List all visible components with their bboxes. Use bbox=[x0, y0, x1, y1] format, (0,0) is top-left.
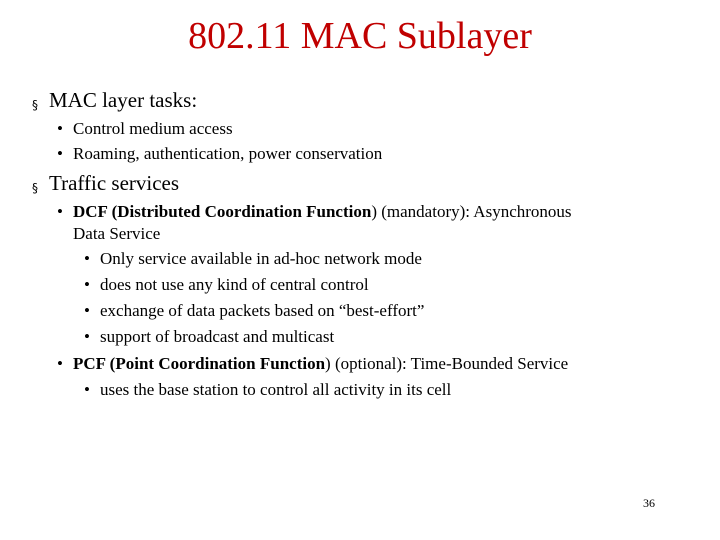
list-item: • Roaming, authentication, power conservation bbox=[57, 144, 383, 163]
square-bullet-icon: § bbox=[32, 98, 38, 112]
slide-title: 802.11 MAC Sublayer bbox=[188, 15, 532, 57]
list-item: • support of broadcast and multicast bbox=[84, 324, 334, 349]
section-traffic-services bbox=[32, 171, 179, 200]
pcf-full: Point Coordination Function bbox=[115, 354, 326, 373]
list-item: • does not use any kind of central control bbox=[84, 272, 369, 297]
bullet-icon: • bbox=[57, 119, 63, 138]
bullet-icon: • bbox=[84, 380, 90, 399]
list-item: • uses the base station to control all activity in its cell bbox=[84, 377, 451, 402]
dcf-item: • DCF (Distributed Coordination Function) (mandatory): Asynchronous bbox=[57, 202, 572, 221]
bullet-icon: • bbox=[57, 144, 63, 163]
pcf-abbr: PCF bbox=[73, 354, 106, 373]
square-bullet-icon: § bbox=[32, 181, 38, 195]
bullet-icon: • bbox=[84, 301, 90, 320]
bullet-icon: • bbox=[84, 275, 90, 294]
page-number: 36 bbox=[643, 496, 655, 510]
bullet-icon: • bbox=[84, 249, 90, 268]
dcf-full: Distributed Coordination Function bbox=[117, 202, 372, 221]
section-heading: MAC layer tasks: bbox=[49, 88, 198, 112]
pcf-item: • PCF (Point Coordination Function) (optional): Time-Bounded Service bbox=[57, 354, 569, 373]
section-mac-tasks bbox=[32, 88, 197, 117]
list-item: • Only service available in ad-hoc network mode bbox=[84, 246, 422, 271]
dcf-line2: Data Service bbox=[73, 224, 161, 243]
list-item: • Control medium access bbox=[57, 119, 233, 138]
section-heading: Traffic services bbox=[49, 171, 180, 195]
bullet-icon: • bbox=[84, 327, 90, 346]
dcf-abbr: DCF bbox=[73, 202, 108, 221]
bullet-icon: • bbox=[57, 354, 63, 373]
list-item: • exchange of data packets based on “best-effort” bbox=[84, 298, 424, 323]
bullet-icon: • bbox=[57, 202, 63, 221]
